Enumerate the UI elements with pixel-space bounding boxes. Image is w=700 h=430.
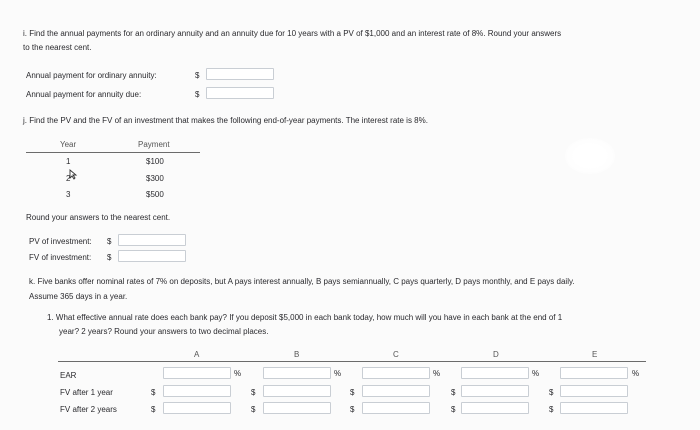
bank-c-fv1-currency: $ [350,388,355,397]
bank-a-header: A [194,350,200,359]
part-j-question: j. Find the PV and the FV of an investment that makes the following end-of-year payments. The interest rate is 8%. [23,116,428,125]
glare-spot [565,138,615,174]
fv2-row-label: FV after 2 years [60,405,117,414]
ordinary-annuity-label: Annual payment for ordinary annuity: [26,71,157,80]
bank-e-percent: % [632,369,640,378]
bank-d-ear-input[interactable] [461,367,529,379]
payment-row-year: 1 [66,157,71,166]
bank-d-percent: % [532,369,540,378]
bank-e-ear-input[interactable] [560,367,628,379]
payment-row-year: 2 [66,174,71,183]
bank-d-fv2-currency: $ [451,405,456,414]
bank-table-header-rule [58,361,646,362]
part-k-question-line2: Assume 365 days in a year. [29,292,128,301]
sub-question-1-line1: 1. What effective annual rate does each bank pay? If you deposit $5,000 in each bank today, how much will you have in each bank at the end of 1 [47,313,563,322]
bank-b-fv1-currency: $ [251,388,256,397]
bank-b-fv1-input[interactable] [263,385,331,397]
bank-a-fv1-input[interactable] [163,385,231,397]
fv1-row-label: FV after 1 year [60,388,113,397]
bank-a-fv2-currency: $ [151,405,156,414]
round-note: Round your answers to the nearest cent. [26,213,171,222]
bank-d-fv1-currency: $ [451,388,456,397]
bank-e-header: E [592,350,598,359]
part-i-question-line2: to the nearest cent. [23,43,92,52]
fv-investment-currency: $ [107,253,112,262]
bank-c-fv1-input[interactable] [362,385,430,397]
bank-c-percent: % [433,369,441,378]
payment-column-header: Payment [138,140,170,149]
part-i-question-line1: i. Find the annual payments for an ordinary annuity and an annuity due for 10 years with a PV of $1,000 and an interest rate of 8%. Round your answers [23,29,562,38]
fv-investment-input[interactable] [118,250,186,262]
fv-investment-label: FV of investment: [29,253,92,262]
pv-investment-input[interactable] [118,234,186,246]
payment-row-year: 3 [66,190,71,199]
payment-table-header-rule [26,152,200,153]
bank-b-ear-input[interactable] [263,367,331,379]
ordinary-annuity-currency: $ [195,71,200,80]
bank-d-header: D [493,350,499,359]
ordinary-annuity-input[interactable] [206,68,274,80]
payment-row-amount: $300 [146,174,164,183]
bank-b-header: B [294,350,300,359]
bank-c-header: C [393,350,399,359]
bank-c-fv2-currency: $ [350,405,355,414]
bank-a-fv1-currency: $ [151,388,156,397]
pv-investment-currency: $ [107,237,112,246]
year-column-header: Year [60,140,77,149]
ear-row-label: EAR [60,371,77,380]
annuity-due-currency: $ [195,90,200,99]
bank-e-fv2-currency: $ [549,405,554,414]
bank-b-percent: % [334,369,342,378]
bank-d-fv2-input[interactable] [461,402,529,414]
bank-c-ear-input[interactable] [362,367,430,379]
cursor-icon [69,169,78,180]
bank-e-fv1-currency: $ [549,388,554,397]
bank-e-fv1-input[interactable] [560,385,628,397]
bank-a-percent: % [234,369,242,378]
bank-b-fv2-currency: $ [251,405,256,414]
part-k-question-line1: k. Five banks offer nominal rates of 7% on deposits, but A pays interest annually, B pays semiannually, C pays quarterly, D pays monthly, and E pays daily. [29,277,575,286]
payment-row-amount: $500 [146,190,164,199]
bank-d-fv1-input[interactable] [461,385,529,397]
payment-row-amount: $100 [146,157,164,166]
annuity-due-input[interactable] [206,87,274,99]
bank-b-fv2-input[interactable] [263,402,331,414]
bank-c-fv2-input[interactable] [362,402,430,414]
annuity-due-label: Annual payment for annuity due: [26,90,142,99]
bank-e-fv2-input[interactable] [560,402,628,414]
pv-investment-label: PV of investment: [29,237,92,246]
bank-a-ear-input[interactable] [163,367,231,379]
bank-a-fv2-input[interactable] [163,402,231,414]
sub-question-1-line2: year? 2 years? Round your answers to two decimal places. [59,327,269,336]
